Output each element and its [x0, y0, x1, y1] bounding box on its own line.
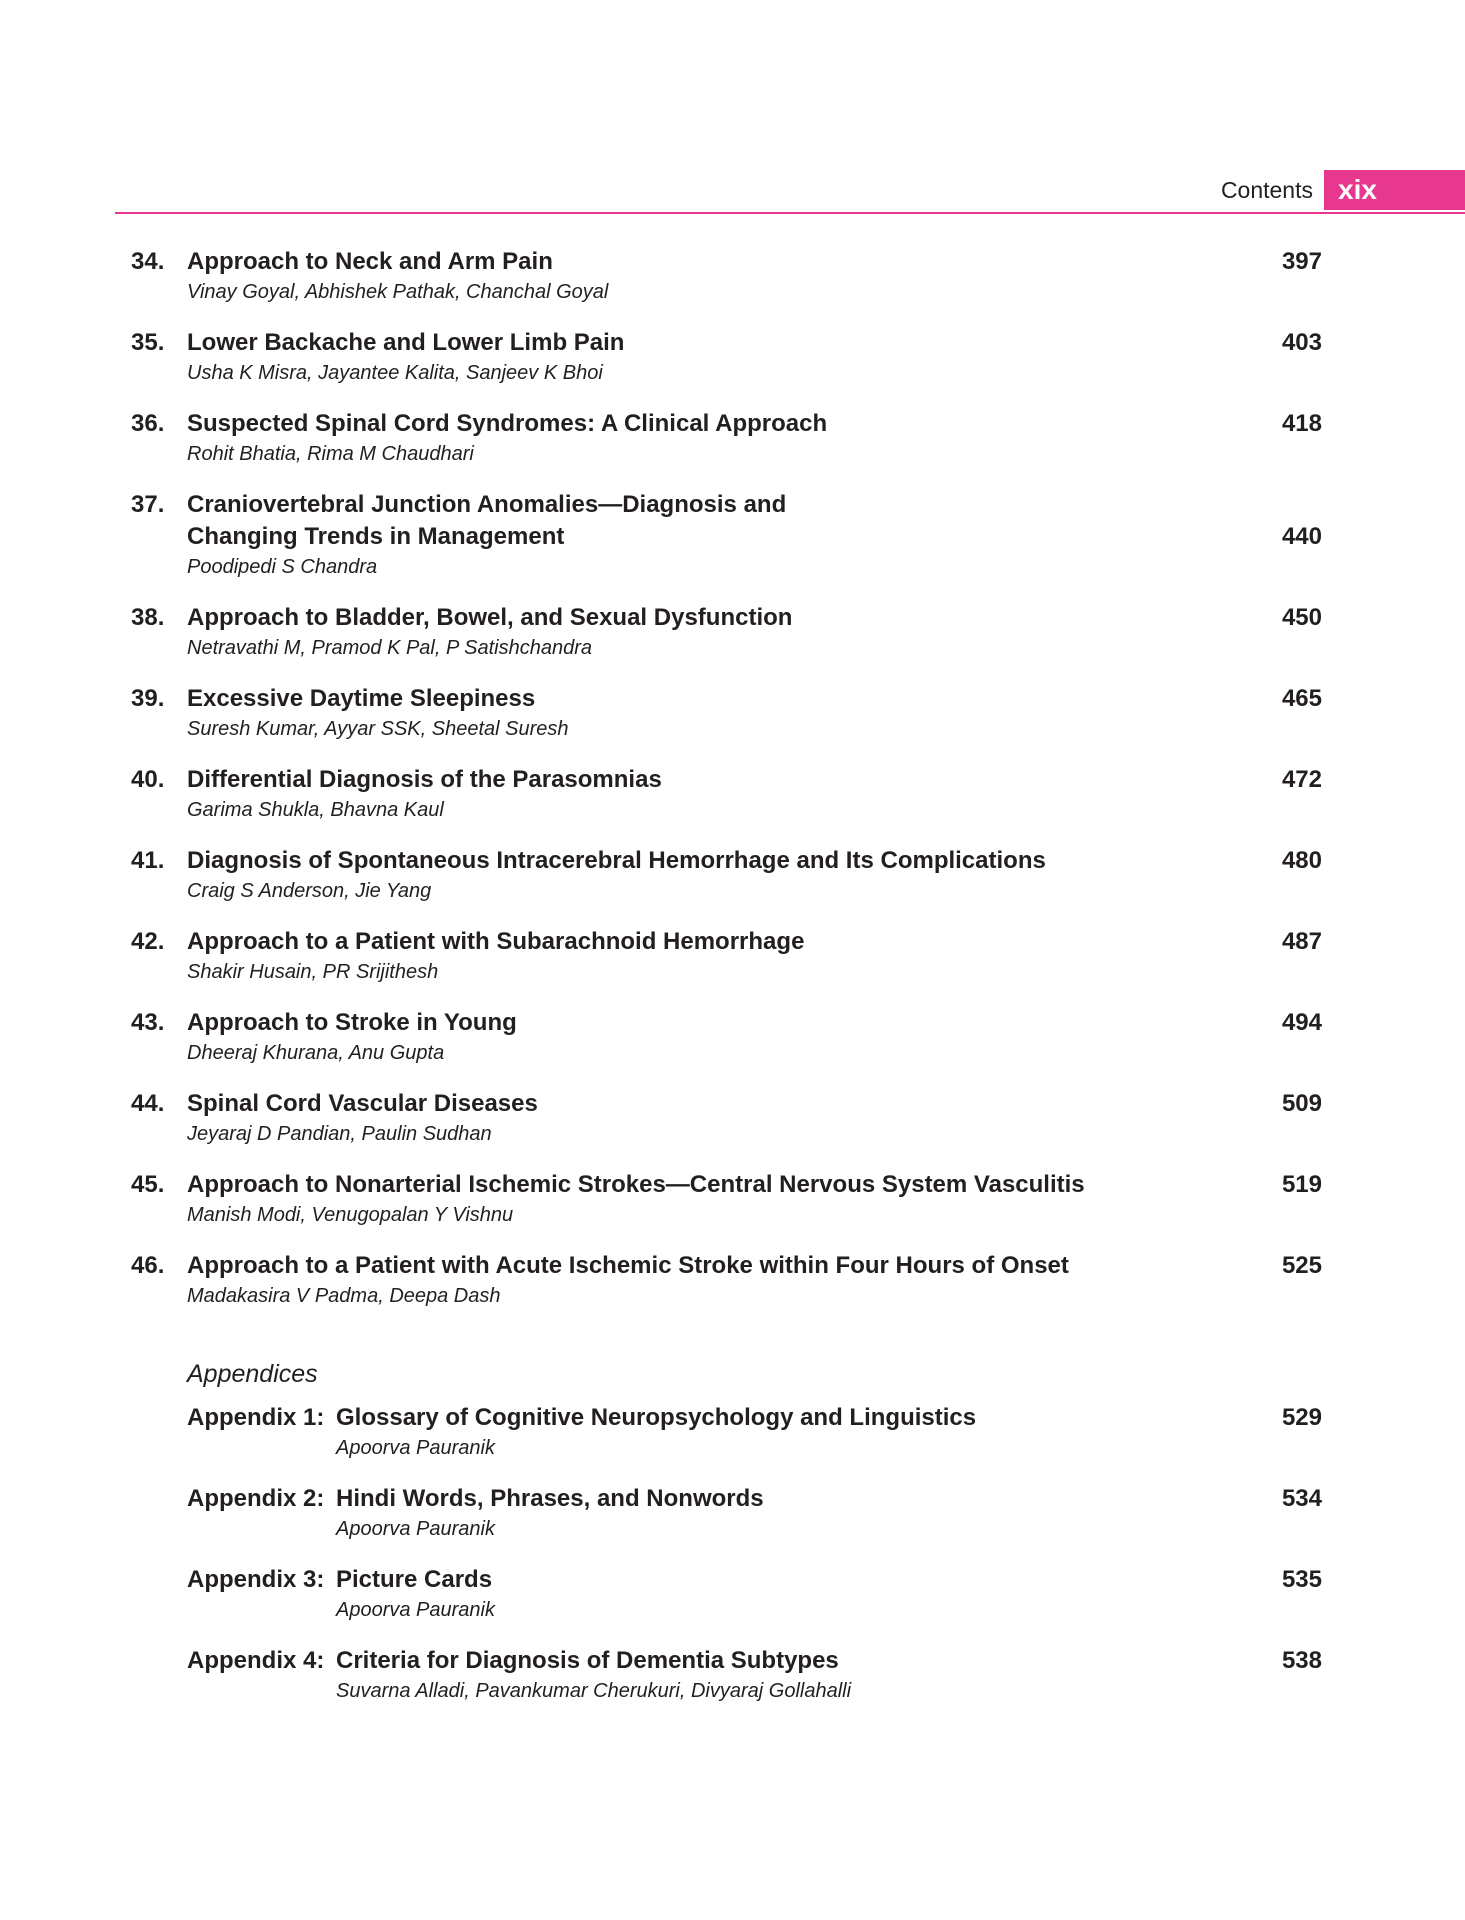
chapter-authors: Rohit Bhatia, Rima M Chaudhari: [187, 443, 474, 465]
chapter-title[interactable]: Approach to Neck and Arm Pain: [187, 248, 553, 275]
appendix-entry-4[interactable]: [0, 1645, 1465, 1726]
appendix-label: Appendix 1:: [187, 1404, 325, 1431]
chapter-number: 39.: [131, 685, 165, 712]
toc-entry-38[interactable]: [0, 602, 1465, 683]
chapter-page: 450: [1281, 604, 1322, 631]
toc-entry-42[interactable]: [0, 926, 1465, 1007]
chapter-number: 42.: [131, 928, 165, 955]
chapter-page: 519: [1281, 1171, 1322, 1198]
page-number-tab: xix: [1324, 170, 1465, 210]
chapter-page: 480: [1281, 847, 1322, 874]
appendix-authors: Apoorva Pauranik: [336, 1599, 495, 1621]
chapter-number: 46.: [131, 1252, 165, 1279]
chapter-number: 36.: [131, 410, 165, 437]
chapter-authors: Garima Shukla, Bhavna Kaul: [187, 799, 444, 821]
toc-entry-35[interactable]: [0, 327, 1465, 408]
appendix-entry-2[interactable]: [0, 1483, 1465, 1564]
appendix-title[interactable]: Picture Cards: [336, 1566, 493, 1593]
chapter-number: 43.: [131, 1009, 165, 1036]
appendix-label: Appendix 3:: [187, 1566, 325, 1593]
chapter-number: 41.: [131, 847, 165, 874]
chapter-title[interactable]: Suspected Spinal Cord Syndromes: A Clinical Approach: [187, 410, 828, 437]
running-header-label: Contents: [1220, 177, 1313, 203]
chapter-page: 418: [1281, 410, 1322, 437]
chapter-authors: Suresh Kumar, Ayyar SSK, Sheetal Suresh: [187, 718, 569, 740]
chapter-title[interactable]: Approach to a Patient with Subarachnoid Hemorrhage: [187, 928, 805, 955]
chapter-page: 440: [1281, 523, 1322, 550]
toc-entry-34[interactable]: [0, 246, 1465, 327]
toc-entry-46[interactable]: [0, 1250, 1465, 1331]
appendix-authors: Suvarna Alladi, Pavankumar Cherukuri, Divyaraj Gollahalli: [336, 1680, 852, 1702]
chapter-authors: Netravathi M, Pramod K Pal, P Satishchandra: [187, 637, 592, 659]
toc-entry-39[interactable]: [0, 683, 1465, 764]
chapter-title[interactable]: Lower Backache and Lower Limb Pain: [187, 329, 625, 356]
chapter-title[interactable]: Diagnosis of Spontaneous Intracerebral Hemorrhage and Its Complications: [187, 847, 1046, 874]
appendix-page: 534: [1281, 1485, 1322, 1512]
chapter-authors: Vinay Goyal, Abhishek Pathak, Chanchal Goyal: [187, 281, 609, 303]
toc-entry-43[interactable]: [0, 1007, 1465, 1088]
appendix-label: Appendix 4:: [187, 1647, 325, 1674]
chapter-number: 44.: [131, 1090, 165, 1117]
toc-entry-36[interactable]: [0, 408, 1465, 489]
chapter-authors: Poodipedi S Chandra: [187, 556, 378, 578]
chapter-title-line-2: Changing Trends in Management: [187, 523, 565, 550]
chapter-title[interactable]: Differential Diagnosis of the Parasomnias: [187, 766, 662, 793]
chapter-number: 38.: [131, 604, 165, 631]
chapter-title[interactable]: [187, 489, 1227, 553]
chapter-page: 487: [1281, 928, 1322, 955]
chapter-number: 40.: [131, 766, 165, 793]
chapter-page: 465: [1281, 685, 1322, 712]
toc-entry-37[interactable]: [0, 489, 1465, 602]
toc-entry-45[interactable]: [0, 1169, 1465, 1250]
appendix-label: Appendix 2:: [187, 1485, 325, 1512]
chapter-page: 397: [1281, 248, 1322, 275]
appendix-page: 529: [1281, 1404, 1322, 1431]
appendix-entry-1[interactable]: [0, 1402, 1465, 1483]
chapter-page: 525: [1281, 1252, 1322, 1279]
chapter-authors: Jeyaraj D Pandian, Paulin Sudhan: [187, 1123, 492, 1145]
appendix-entry-3[interactable]: [0, 1564, 1465, 1645]
appendices-heading: Appendices: [187, 1360, 318, 1388]
chapter-number: 35.: [131, 329, 165, 356]
appendix-page: 538: [1281, 1647, 1322, 1674]
chapter-number: 34.: [131, 248, 165, 275]
chapter-number: 37.: [131, 491, 165, 518]
chapter-authors: Dheeraj Khurana, Anu Gupta: [187, 1042, 445, 1064]
appendix-page: 535: [1281, 1566, 1322, 1593]
chapter-page: 494: [1281, 1009, 1322, 1036]
chapter-number: 45.: [131, 1171, 165, 1198]
chapter-authors: Craig S Anderson, Jie Yang: [187, 880, 432, 902]
chapter-page: 403: [1281, 329, 1322, 356]
chapter-title-line-1: Craniovertebral Junction Anomalies—Diagnosis and: [187, 491, 787, 518]
chapter-title[interactable]: Approach to Stroke in Young: [187, 1009, 517, 1036]
chapter-page: 472: [1281, 766, 1322, 793]
toc-entry-44[interactable]: [0, 1088, 1465, 1169]
chapter-authors: Usha K Misra, Jayantee Kalita, Sanjeev K Bhoi: [187, 362, 603, 384]
table-of-contents: [0, 246, 1465, 1331]
chapter-authors: Manish Modi, Venugopalan Y Vishnu: [187, 1204, 514, 1226]
appendix-title[interactable]: Glossary of Cognitive Neuropsychology and Linguistics: [336, 1404, 977, 1431]
appendices-list: [0, 1402, 1465, 1726]
chapter-page: 509: [1281, 1090, 1322, 1117]
appendix-title[interactable]: Hindi Words, Phrases, and Nonwords: [336, 1485, 764, 1512]
chapter-title[interactable]: Approach to a Patient with Acute Ischemic Stroke within Four Hours of Onset: [187, 1252, 1069, 1279]
chapter-title[interactable]: Excessive Daytime Sleepiness: [187, 685, 536, 712]
header-divider: [115, 212, 1465, 214]
appendix-authors: Apoorva Pauranik: [336, 1518, 495, 1540]
appendix-authors: Apoorva Pauranik: [336, 1437, 495, 1459]
chapter-title[interactable]: Approach to Bladder, Bowel, and Sexual Dysfunction: [187, 604, 793, 631]
chapter-authors: Madakasira V Padma, Deepa Dash: [187, 1285, 501, 1307]
chapter-title[interactable]: Approach to Nonarterial Ischemic Strokes—Central Nervous System Vasculitis: [187, 1171, 1085, 1198]
toc-entry-40[interactable]: [0, 764, 1465, 845]
chapter-title[interactable]: Spinal Cord Vascular Diseases: [187, 1090, 538, 1117]
appendix-title[interactable]: Criteria for Diagnosis of Dementia Subtypes: [336, 1647, 839, 1674]
chapter-authors: Shakir Husain, PR Srijithesh: [187, 961, 439, 983]
toc-entry-41[interactable]: [0, 845, 1465, 926]
